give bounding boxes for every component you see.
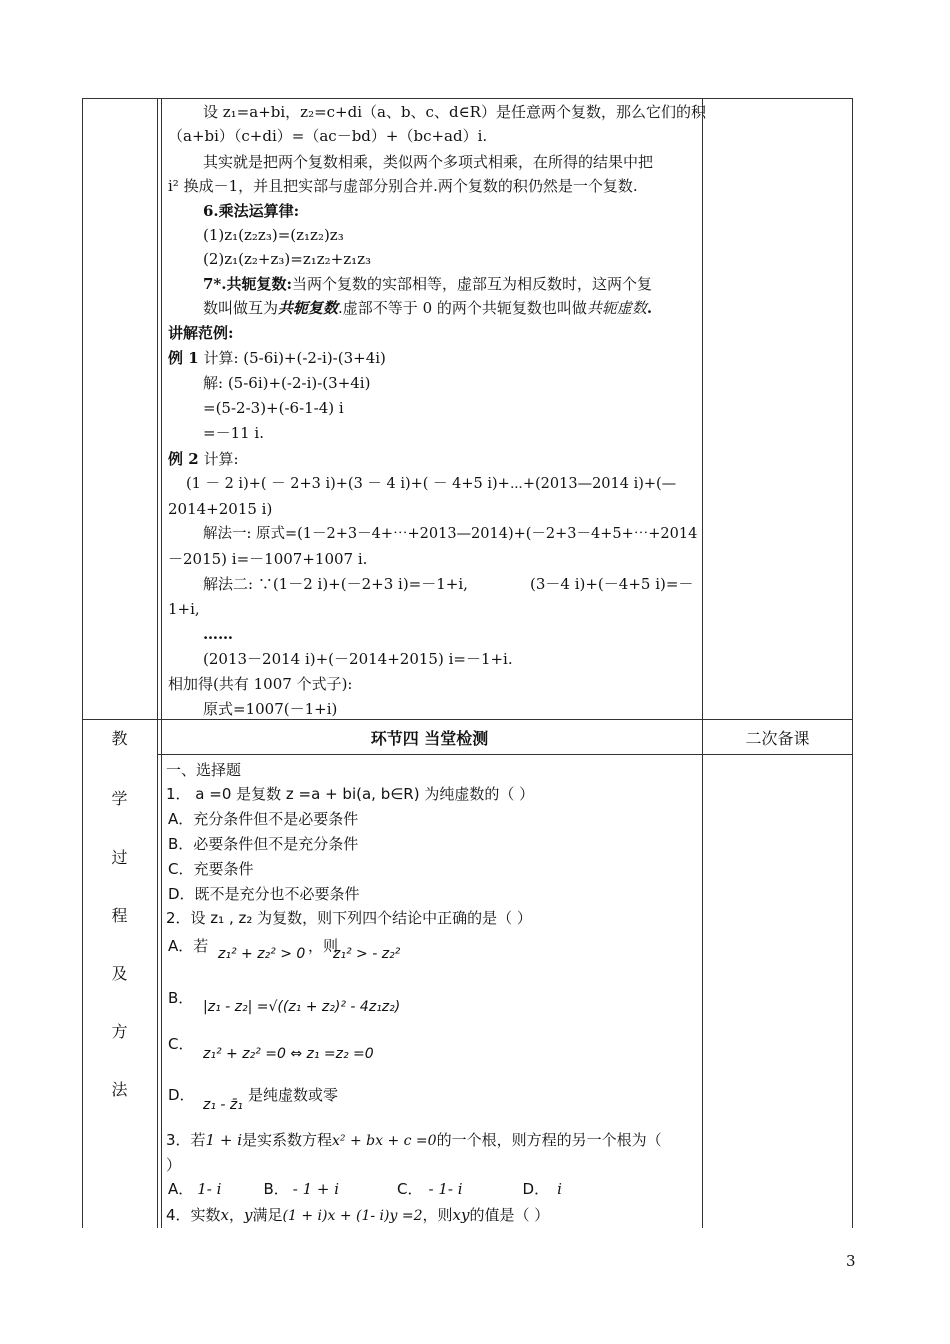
multiplication-laws-title: 6.乘法运算律:: [203, 202, 300, 220]
conjugate-text-b1: 数叫做互为: [203, 299, 279, 317]
question4-text-e: 的值是（ ）: [469, 1206, 550, 1224]
question4-text-d: ，则: [422, 1206, 453, 1224]
ellipsis: ……: [203, 625, 233, 643]
question2-option-c-label: C．: [168, 1035, 194, 1053]
question2-option-a-formula1: z₁² + z₂² > 0: [218, 946, 306, 962]
example1-text: 计算: (5-6i)+(-2-i)-(3+4i): [198, 349, 386, 367]
question2: 2．设 z₁ , z₂ 为复数，则下列四个结论中正确的是（ ）: [166, 909, 532, 927]
example1-question: [168, 348, 386, 368]
final-result: 原式=1007(－1+i): [203, 700, 338, 718]
side-label-char-2: 过: [111, 848, 128, 867]
example1-solution-step2: =(5-2-3)+(-6-1-4) i: [203, 399, 344, 417]
question1-option-c: C．充要条件: [168, 860, 254, 878]
table-left-border: [82, 98, 83, 1228]
question2-option-d-text: 是纯虚数或零: [248, 1086, 339, 1104]
example2-expression-line1: (1 － 2 i)+( － 2+3 i)+(3 － 4 i)+( － 4+5 i)+⋯+(2013—2014 i)+(—: [186, 476, 677, 492]
quiz-type-title: 一、选择题: [166, 761, 242, 779]
page-number: 3: [846, 1252, 856, 1270]
question4: [166, 1205, 549, 1226]
example1-solution-step3: =－11 i.: [203, 424, 264, 442]
method2-line3: (2013－2014 i)+(－2014+2015) i=－1+i.: [203, 650, 513, 668]
question4-x: x: [220, 1206, 230, 1224]
question1-option-a: A．充分条件但不是必要条件: [168, 810, 359, 828]
conjugate-text-a: 当两个复数的实部相等，虚部互为相反数时，这两个复: [292, 275, 653, 293]
option-c-label: C．: [397, 1180, 423, 1198]
conjugate-period: .: [646, 299, 653, 317]
explanation-line2: i² 换成－1，并且把实部与虚部分别合并.两个复数的积仍然是一个复数.: [168, 177, 638, 195]
associative-law: (1)z₁(z₂z₃)=(z₁z₂)z₃: [203, 226, 344, 244]
question1-option-b: B．必要条件但不是充分条件: [168, 835, 359, 853]
question4-text-a: 4．实数: [166, 1206, 221, 1224]
question4-text-c: 满足: [252, 1206, 283, 1224]
sum-line: 相加得(共有 1007 个式子):: [168, 675, 353, 693]
side-label-first-char: 教: [111, 729, 128, 748]
question4-equation: (1 + i)x + (1- i)y =2: [282, 1208, 423, 1224]
example2-label: 例 2: [168, 450, 199, 468]
option-a-value: 1- i: [197, 1180, 222, 1198]
option-a-label: A．: [168, 1180, 194, 1198]
method2-line2: 1+i,: [168, 600, 200, 618]
question4-xy: xy: [452, 1206, 470, 1224]
column-divider-3: [702, 98, 703, 1228]
option-b-value: - 1 + i: [292, 1180, 340, 1198]
question2-option-a-formula2: z₁² > - z₂²: [333, 946, 401, 962]
side-label-char-1: 学: [111, 789, 128, 808]
option-d-value: i: [557, 1180, 562, 1198]
method1-line1: 解法一: 原式=(1－2+3－4+⋯+2013—2014)+(－2+3－4+5+⋯+2014: [203, 526, 698, 542]
example1-solution-step1: 解: (5-6i)+(-2-i)-(3+4i): [203, 374, 371, 392]
question2-option-c-formula: z₁² + z₂² =0 ⇔ z₁ =z₂ =0: [203, 1046, 374, 1062]
question3-text-b: 是实系数方程: [242, 1131, 333, 1149]
explanation-line1: 其实就是把两个复数相乘，类似两个多项式相乘，在所得的结果中把: [203, 153, 654, 171]
distributive-law: (2)z₁(z₂+z₃)=z₁z₂+z₁z₃: [203, 250, 372, 268]
examples-title: 讲解范例:: [168, 324, 234, 342]
conjugate-definition-line2: [203, 298, 652, 318]
question4-y: y: [244, 1206, 253, 1224]
question2-option-b-formula: |z₁ - z₂| =√((z₁ + z₂)² - 4z₁z₂): [203, 999, 401, 1015]
backup-lesson-header: 二次备课: [745, 729, 810, 748]
question1-option-d: D．既不是充分也不必要条件: [168, 885, 360, 903]
question4-text-b: ，: [229, 1206, 245, 1224]
section-divider-top: [82, 719, 853, 720]
term-conjugate-complex: 共轭复数: [278, 299, 339, 317]
question3-options: [168, 1179, 562, 1199]
example2-expression-line2: 2014+2015 i): [168, 500, 273, 518]
method1-line2: －2015) i=－1007+1007 i.: [168, 550, 368, 568]
multiplication-definition-line2: （a+bi）（c+di）=（ac－bd）+（bc+ad）i.: [168, 127, 488, 145]
option-c-value: - 1- i: [428, 1180, 463, 1198]
upper-content-cell: [158, 100, 706, 718]
question3-line2: ）: [166, 1156, 182, 1174]
side-label-char-5: 方: [111, 1022, 128, 1041]
method2-line1a: 解法二: ∵(1－2 i)+(－2+3 i)=－1+i,: [203, 575, 468, 593]
example2-question: [168, 449, 239, 469]
conjugate-definition-line1: [203, 274, 652, 294]
option-b-label: B．: [263, 1180, 289, 1198]
side-label-char-3: 程: [111, 906, 128, 925]
example1-label: 例 1: [168, 349, 199, 367]
question2-option-d-formula: z₁ - z̄₁: [203, 1097, 243, 1113]
method2-line1b: (3－4 i)+(－4+5 i)=－: [530, 575, 694, 593]
side-label-char-4: 及: [111, 964, 128, 983]
question1: 1． a =0 是复数 z =a + bi(a, b∈R) 为纯虚数的（ ）: [166, 785, 535, 803]
table-top-border: [82, 98, 853, 99]
question3-text-a: 3．若: [166, 1131, 206, 1149]
example2-text: 计算:: [198, 450, 239, 468]
question2-option-d-label: D．: [168, 1086, 195, 1104]
quiz-cell: [158, 756, 701, 1228]
question3-root: 1 + i: [205, 1131, 242, 1149]
term-conjugate-imaginary: 共轭虚数: [586, 299, 647, 317]
conjugate-text-b3: .虚部不等于 0 的两个共轭复数也叫做: [338, 299, 587, 317]
section-divider-bottom: [158, 754, 853, 755]
question3-text-c: 的一个根，则方程的另一个根为（: [436, 1131, 662, 1149]
section-title: 环节四 当堂检测: [370, 729, 489, 748]
option-d-label: D．: [522, 1180, 550, 1198]
conjugate-title: 7*.共轭复数:: [203, 275, 293, 293]
question2-option-a-label: A．若: [168, 937, 209, 955]
question2-option-b-label: B．: [168, 989, 194, 1007]
multiplication-definition-line1: 设 z₁=a+bi，z₂=c+di（a、b、c、d∈R）是任意两个复数，那么它们的积: [203, 103, 706, 121]
side-label-char-6: 法: [111, 1080, 128, 1099]
table-right-border: [852, 98, 853, 1228]
question3-line1: [166, 1130, 662, 1151]
question3-equation: x² + bx + c =0: [332, 1133, 437, 1149]
question2-option-a-mid: ，则: [308, 937, 339, 955]
